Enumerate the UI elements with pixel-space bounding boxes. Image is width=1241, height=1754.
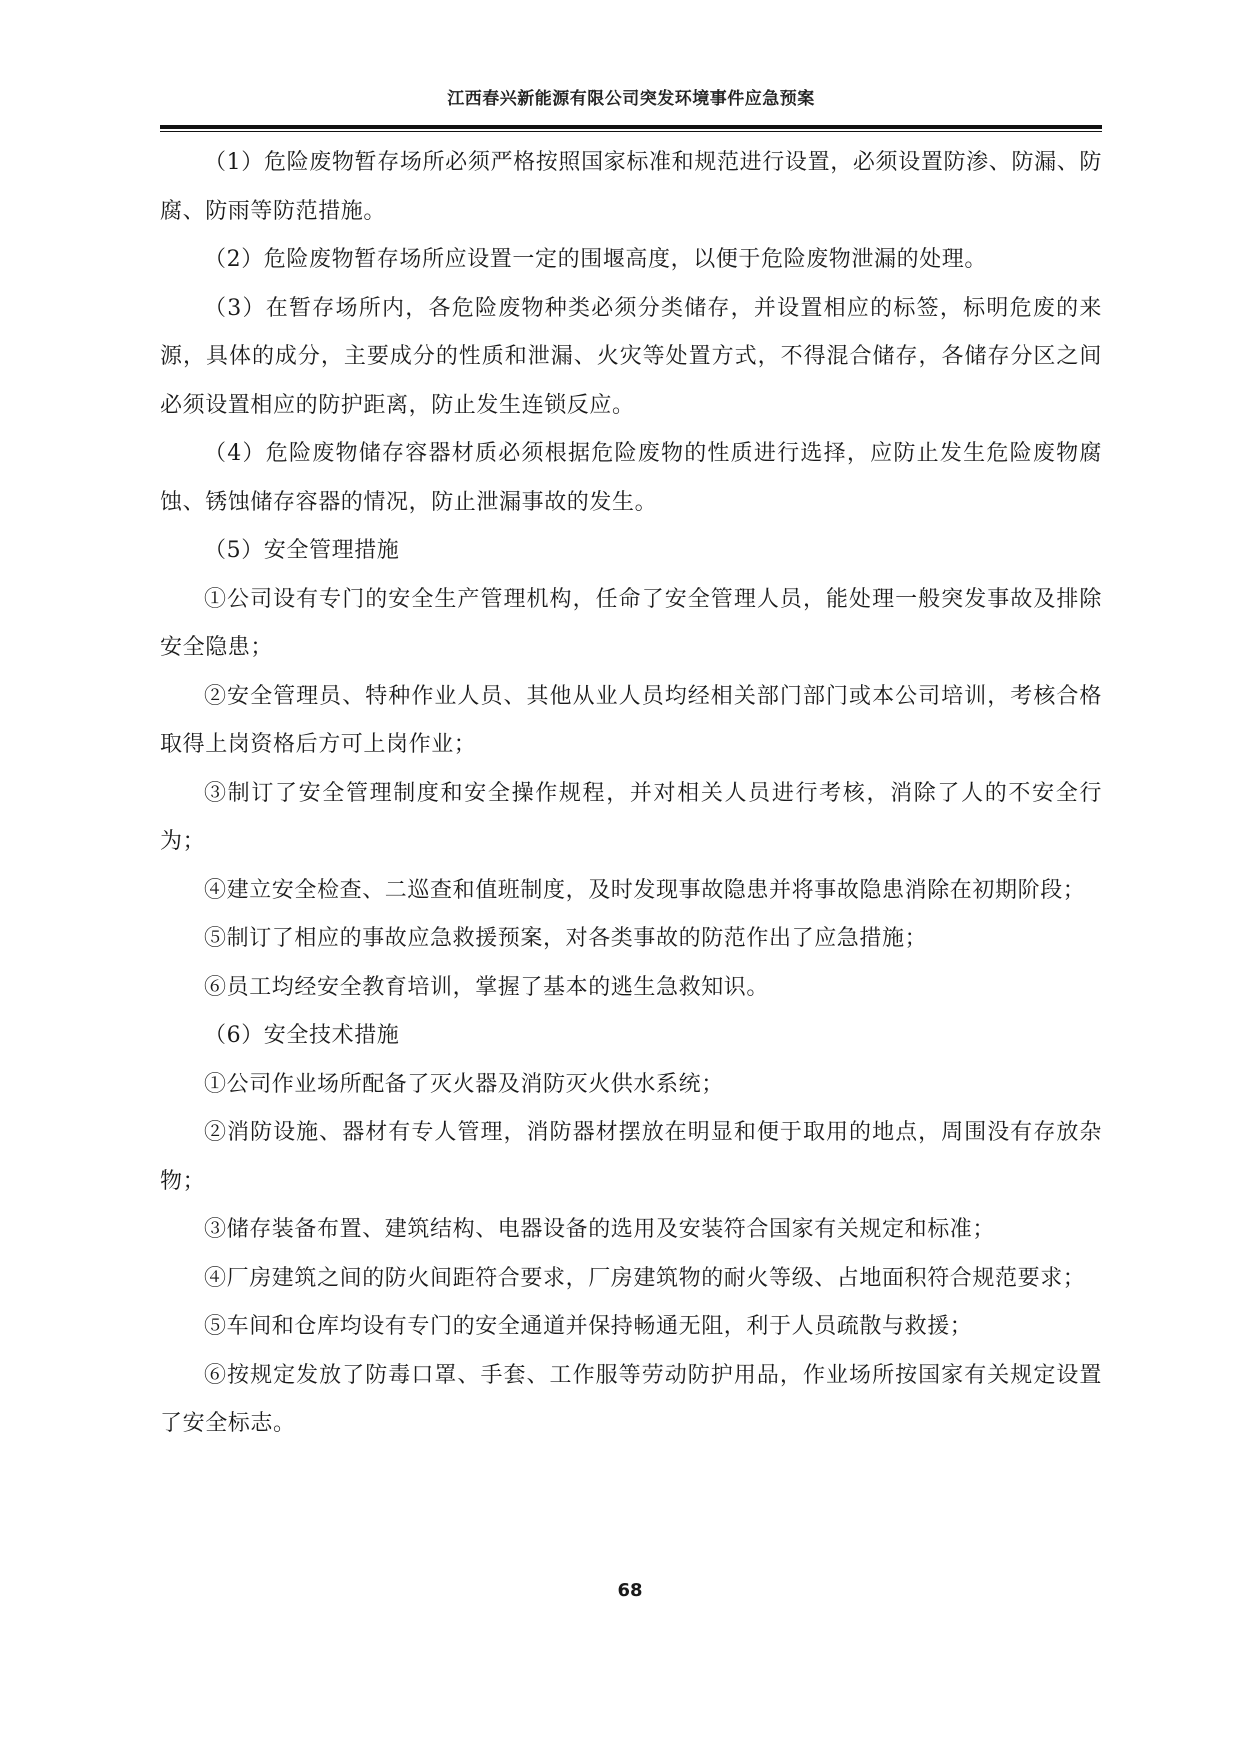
list-item: ①公司作业场所配备了灭火器及消防灭火供水系统； bbox=[204, 1071, 724, 1097]
paragraph-3: （3）在暂存场所内，各危险废物种类必须分类储存，并设置相应的标签，标明危废的来源，具体的成分，主要成分的性质和泄漏、火灾等处置方式，不得混合储存，各储存分区之间必须设置相应的防护距离，防止发生连锁反应。 bbox=[160, 295, 1102, 418]
paragraph-4: （4）危险废物储存容器材质必须根据危险废物的性质进行选择，应防止发生危险废物腐蚀、锈蚀储存容器的情况，防止泄漏事故的发生。 bbox=[160, 441, 1102, 515]
page-number: 68 bbox=[617, 1580, 643, 1601]
list-item: ③制订了安全管理制度和安全操作规程，并对相关人员进行考核，消除了人的不安全行为； bbox=[160, 780, 1102, 854]
list-item: ①公司设有专门的安全生产管理机构，任命了安全管理人员，能处理一般突发事故及排除安全隐患； bbox=[160, 586, 1102, 660]
page-header-title: 江西春兴新能源有限公司突发环境事件应急预案 bbox=[447, 89, 815, 109]
document-body bbox=[160, 139, 1102, 1449]
list-item: ⑥员工均经安全教育培训，掌握了基本的逃生急救知识。 bbox=[204, 974, 770, 1000]
paragraph-2: （2）危险废物暂存场所应设置一定的围堰高度，以便于危险废物泄漏的处理。 bbox=[204, 247, 987, 272]
section-heading-safety-management: （5）安全管理措施 bbox=[204, 538, 400, 563]
header-rule-thin bbox=[160, 131, 1102, 132]
header-rule-thick bbox=[160, 125, 1102, 129]
section-heading-safety-technology: （6）安全技术措施 bbox=[204, 1023, 400, 1048]
list-item: ⑤车间和仓库均设有专门的安全通道并保持畅通无阻，利于人员疏散与救援； bbox=[204, 1314, 973, 1339]
list-item: ②安全管理员、特种作业人员、其他从业人员均经相关部门部门或本公司培训，考核合格取得上岗资格后方可上岗作业； bbox=[160, 683, 1102, 757]
list-item: ③储存装备布置、建筑结构、电器设备的选用及安装符合国家有关规定和标准； bbox=[204, 1217, 996, 1242]
list-item: ④建立安全检查、二巡查和值班制度，及时发现事故隐患并将事故隐患消除在初期阶段； bbox=[204, 877, 1086, 903]
list-item: ⑥按规定发放了防毒口罩、手套、工作服等劳动防护用品，作业场所按国家有关规定设置了安全标志。 bbox=[160, 1362, 1102, 1436]
list-item: ⑤制订了相应的事故应急救援预案，对各类事故的防范作出了应急措施； bbox=[204, 926, 928, 951]
list-item: ④厂房建筑之间的防火间距符合要求，厂房建筑物的耐火等级、占地面积符合规范要求； bbox=[204, 1265, 1086, 1291]
paragraph-1: （1）危险废物暂存场所必须严格按照国家标准和规范进行设置，必须设置防渗、防漏、防腐、防雨等防范措施。 bbox=[160, 150, 1102, 224]
list-item: ②消防设施、器材有专人管理，消防器材摆放在明显和便于取用的地点，周围没有存放杂物； bbox=[160, 1120, 1102, 1194]
